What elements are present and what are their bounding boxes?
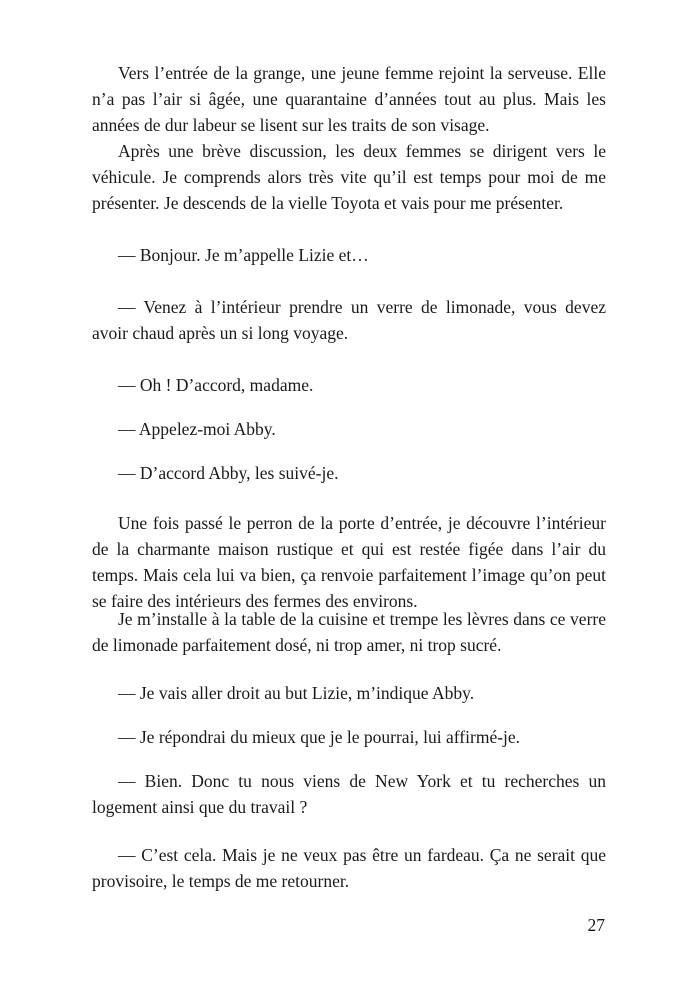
page-number: 27 — [587, 915, 605, 935]
dialogue-appelez-moi: — Appelez-moi Abby. — [118, 419, 276, 439]
paragraph-kitchen: Je m’installe à la table de la cuisine et trempe les lèvres dans ce verre de limonade parfaitement dosé, ni trop amer, ni trop sucré. — [92, 609, 606, 655]
dialogue-suive-je: — D’accord Abby, les suivé-je. — [118, 463, 339, 483]
dialogue-oh-daccord: — Oh ! D’accord, madame. — [118, 375, 314, 395]
paragraph-arrival: Vers l’entrée de la grange, une jeune femme rejoint la serveuse. Elle n’a pas l’air si âgée, une quarantaine d’années tout au plus. Mais les années de dur labeur se lisent sur les traits de son visage. — [92, 63, 606, 135]
dialogue-droit-au-but: — Je vais aller droit au but Lizie, m’indique Abby. — [118, 683, 475, 703]
paragraph-discussion: Après une brève discussion, les deux femmes se dirigent vers le véhicule. Je comprends alors très vite qu’il est temps pour moi de me présenter. Je descends de la vielle Toyota et vais pour me présenter. — [92, 141, 606, 213]
paragraph-interior: Une fois passé le perron de la porte d’entrée, je découvre l’intérieur de la charmante maison rustique et qui est restée figée dans l’air du temps. Mais cela lui va bien, ça renvoie parfaitement l’image qu’on peut se faire des intérieurs des fermes des environs. — [92, 513, 606, 611]
dialogue-repondrai: — Je répondrai du mieux que je le pourrai, lui affirmé-je. — [118, 727, 521, 747]
dialogue-fardeau: — C’est cela. Mais je ne veux pas être un fardeau. Ça ne serait que provisoire, le temps de me retourner. — [92, 845, 606, 891]
dialogue-bonjour: — Bonjour. Je m’appelle Lizie et… — [118, 245, 369, 265]
dialogue-new-york: — Bien. Donc tu nous viens de New York et tu recherches un logement ainsi que du travail ? — [92, 771, 606, 817]
dialogue-limonade: — Venez à l’intérieur prendre un verre de limonade, vous devez avoir chaud après un si long voyage. — [92, 297, 606, 343]
